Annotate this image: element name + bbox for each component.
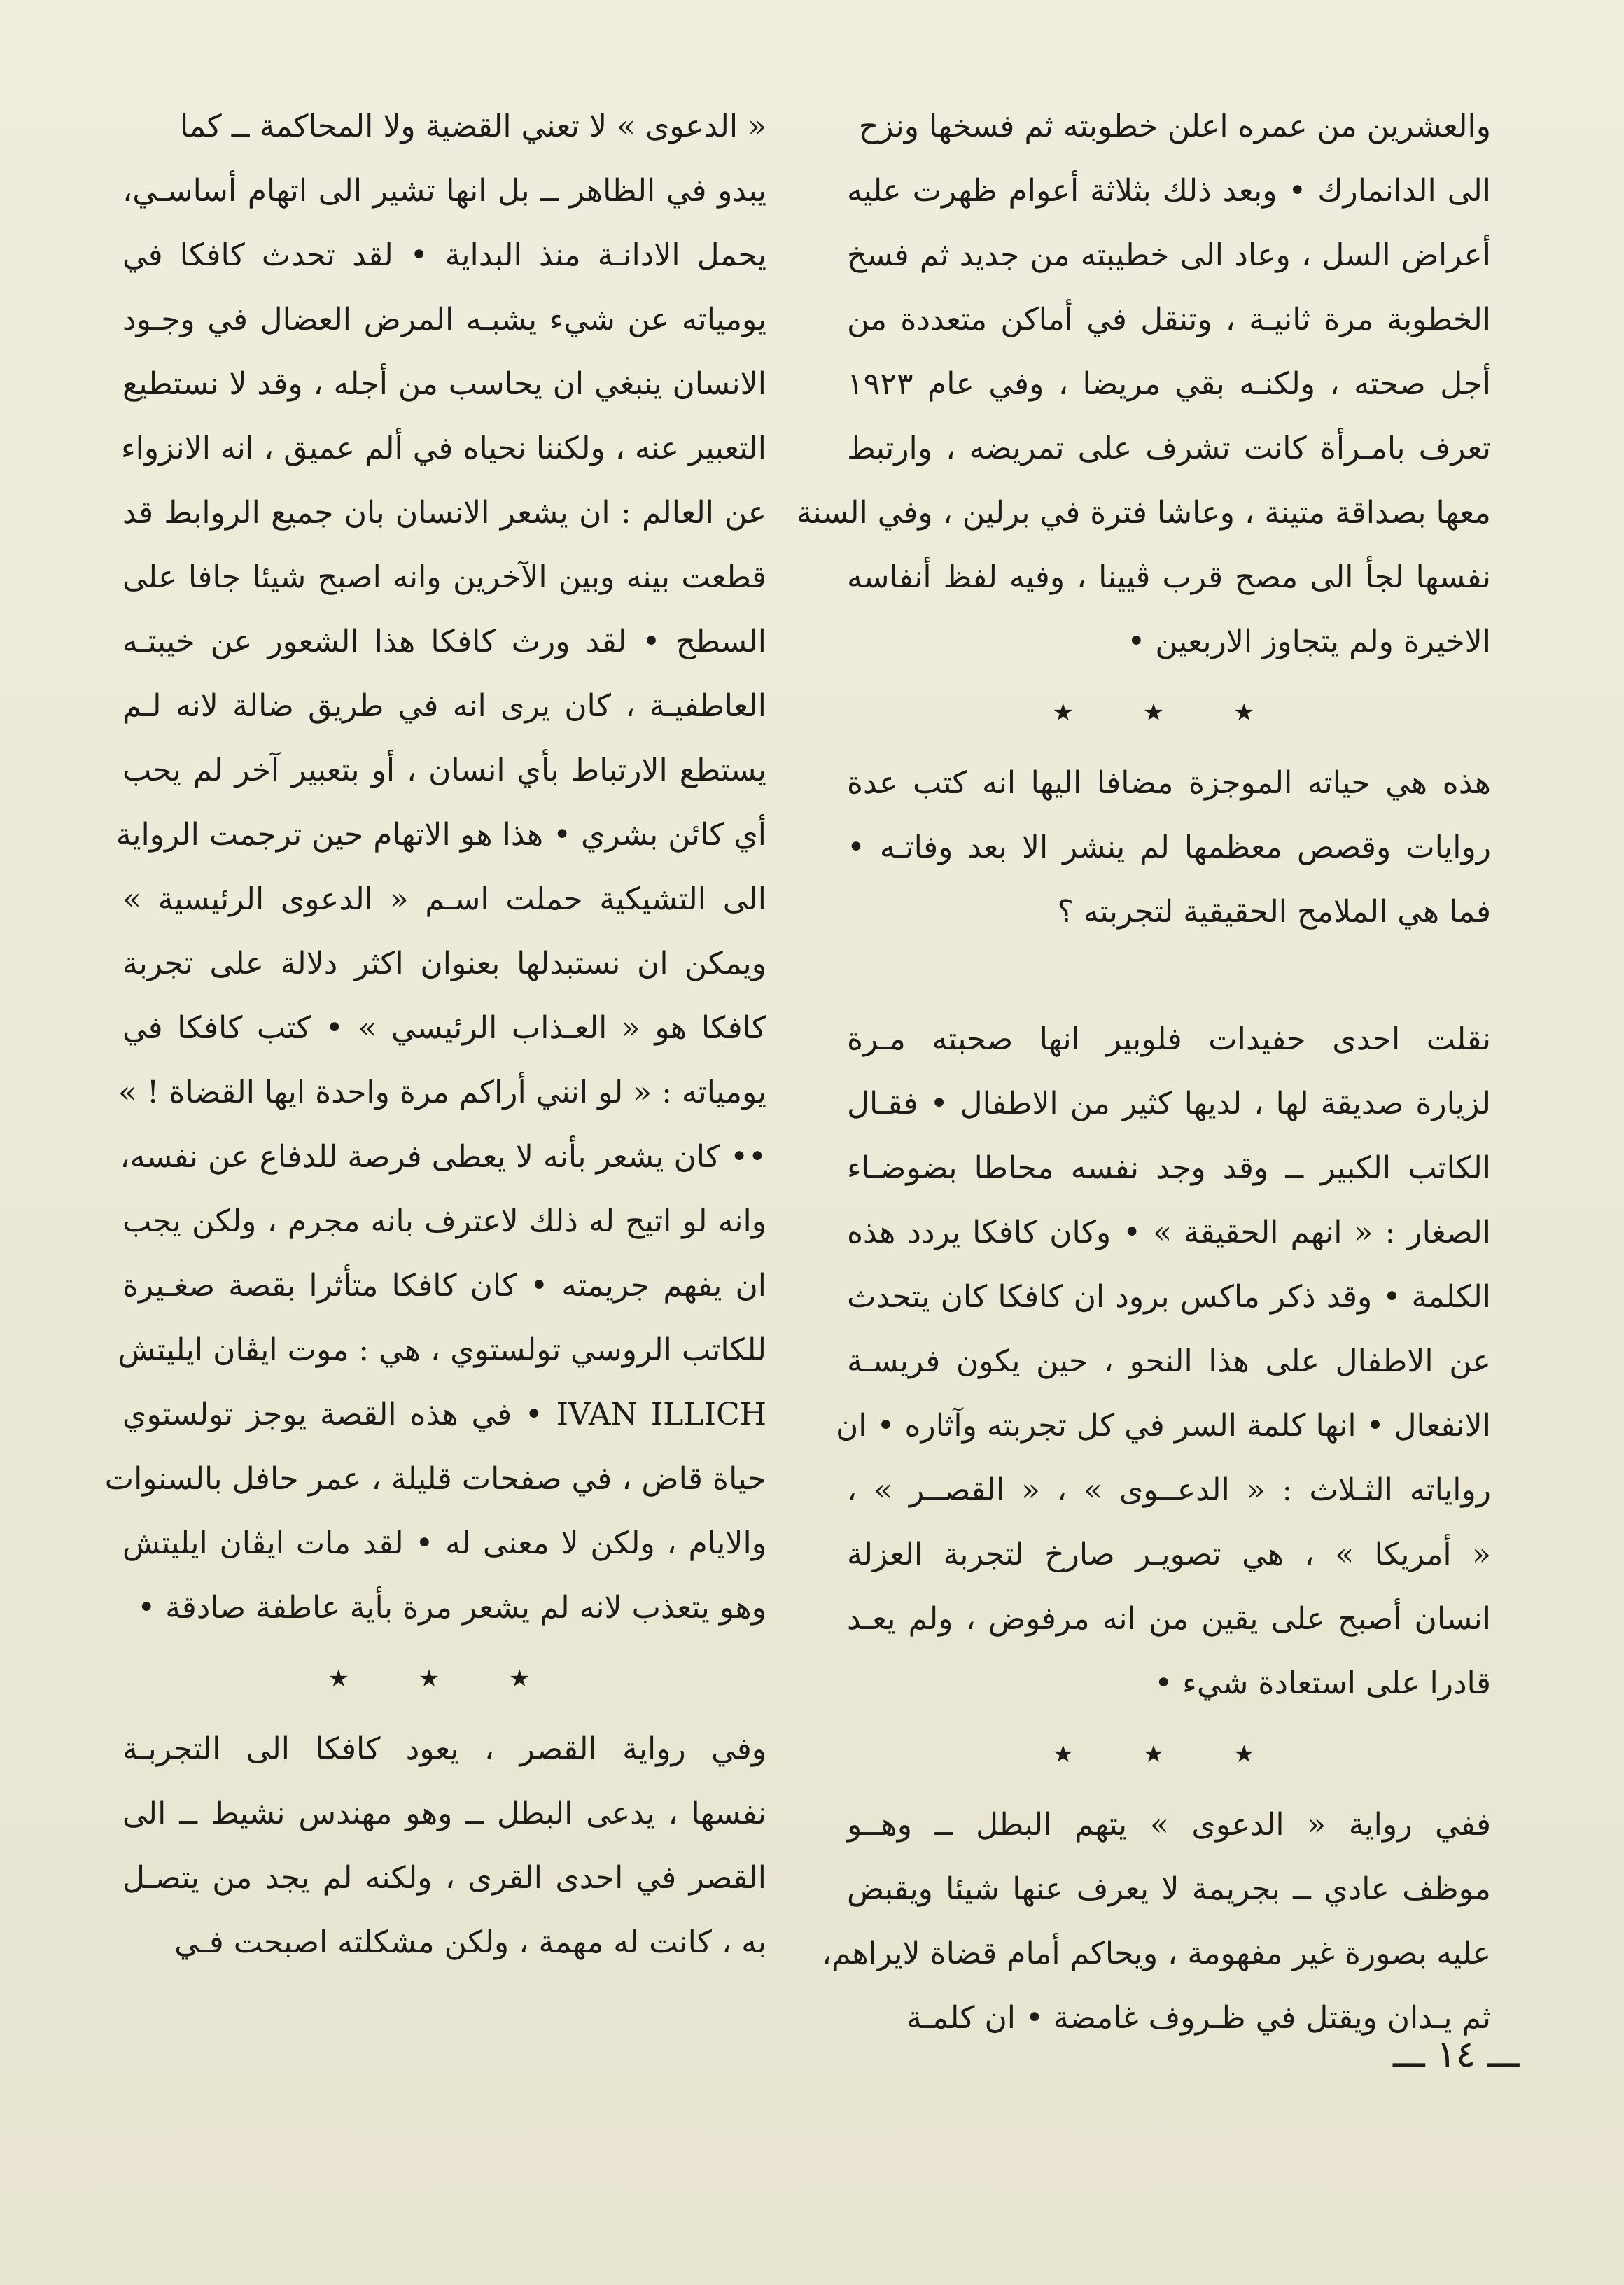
text-line: القصر في احدى القرى ، ولكنه لم يجد من يتصـل [122, 1860, 766, 1896]
text-line: تعرف بامـرأة كانت تشرف على تمريضه ، وارتبط [847, 431, 1491, 466]
text-line: للكاتب الروسي تولستوي ، هي : موت ايڤان ايليتش [118, 1332, 766, 1368]
text-line: يحمل الادانـة منذ البداية • لقد تحدث كافكا في [122, 237, 766, 273]
text-line: الى التشيكية حملت اسـم « الدعوى الرئيسية » [122, 881, 766, 917]
page-number: ـــ ١٤ ـــ [1393, 2034, 1520, 2076]
text-line: الكاتب الكبير ــ وقد وجد نفسه محاطا بضوضـاء [847, 1150, 1491, 1186]
text-line: كافكا هو « العـذاب الرئيسي » • كتب كافكا في [122, 1010, 766, 1046]
text-line: الانفعال • انها كلمة السر في كل تجربته وآثاره • ان [835, 1408, 1491, 1444]
left-column-paragraph [122, 95, 766, 159]
text-line: عليه بصورة غير مفهومة ، ويحاكم أمام قضاة لايراهم، [822, 1936, 1491, 1971]
text-line: الاخيرة ولم يتجاوز الاربعين • [1127, 624, 1491, 659]
text-line: الخطوبة مرة ثانيـة ، وتنقل في أماكن متعددة من [847, 302, 1491, 337]
text-line: معها بصداقة متينة ، وعاشا فترة في برلين ، وفي السنة [796, 495, 1491, 531]
text-line: والايام ، ولكن لا معنى له • لقد مات ايڤان ايليتش [122, 1525, 766, 1561]
text-line: يستطع الارتباط بأي انسان ، أو بتعبير آخر لم يحب [122, 753, 766, 788]
text-line: وهو يتعذب لانه لم يشعر مرة بأية عاطفة صادقة • [137, 1590, 766, 1626]
text-line: به ، كانت له مهمة ، ولكن مشكلته اصبحت فـي [174, 1924, 766, 1960]
text-line: ففي رواية « الدعوى » يتهم البطل ــ وهــو [847, 1807, 1491, 1843]
text-line: روايات وقصص معظمها لم ينشر الا بعد وفاتـه • [847, 830, 1491, 865]
text-line: « أمريكا » ، هي تصويـر صارخ لتجربة العزلة [847, 1537, 1491, 1572]
left-column [104, 95, 767, 1975]
text-line: وانه لو اتيح له ذلك لاعترف بانه مجرم ، ولكن يجب [122, 1203, 766, 1239]
text-line: أي كائن بشري • هذا هو الاتهام حين ترجمت الرواية [115, 817, 766, 853]
text-line: قادرا على استعادة شيء • [1154, 1665, 1491, 1701]
text-line: أجل صحته ، ولكنـه بقي مريضا ، وفي عام ١٩٢٣ [847, 366, 1491, 402]
right-column-paragraph [847, 751, 1491, 944]
text-line: أعراض السل ، وعاد الى خطيبته من جديد ثم فسخ [847, 237, 1491, 273]
text-line: عن العالم : ان يشعر الانسان بان جميع الروابط قد [122, 495, 766, 531]
text-line: موظف عادي ــ بجريمة لا يعرف عنها شيئا ويقبض [847, 1871, 1491, 1907]
text-line: قطعت بينه وبين الآخرين وانه اصبح شيئا جافا على [122, 559, 766, 595]
text-line: عن الاطفال على هذا النحو ، حين يكون فريسـة [847, 1343, 1491, 1379]
text-line: العاطفيـة ، كان يرى انه في طريق ضالة لانه لـم [122, 688, 766, 724]
left-column-paragraph [104, 159, 767, 1640]
text-line: حياة قاض ، في صفحات قليلة ، عمر حافل بالسنوات [104, 1461, 766, 1497]
text-line: يومياته : « لو انني أراكم مرة واحدة ايها القضاة ! » [118, 1075, 766, 1110]
text-line: نقلت احدى حفيدات فلوبير انها صحبته مـرة [847, 1021, 1491, 1057]
text-line: هذه هي حياته الموجزة مضافا اليها انه كتب عدة [847, 765, 1491, 801]
text-line: السطح • لقد ورث كافكا هذا الشعور عن خيبتـه [122, 624, 766, 659]
section-divider-stars: ★ ★ ★ [328, 1665, 561, 1693]
text-line: الانسان ينبغي ان يحاسب من أجله ، وقد لا نستطيع [122, 366, 767, 402]
section-divider-stars: ★ ★ ★ [1052, 699, 1286, 727]
text-line: رواياته الثـلاث : « الدعــوى » ، « القصــر » ، [847, 1472, 1491, 1508]
text-line: وفي رواية القصر ، يعود كافكا الى التجربـة [122, 1731, 766, 1767]
text-line: انسان أصبح على يقين من انه مرفوض ، ولم يعـد [847, 1601, 1491, 1637]
right-column [796, 95, 1491, 2050]
text-line: « الدعوى » لا تعني القضية ولا المحاكمة ــ كما [179, 109, 766, 144]
left-column-paragraph [122, 1717, 766, 1975]
text-line: لزيارة صديقة لها ، لديها كثير من الاطفال • فقـال [847, 1086, 1491, 1121]
text-line: الكلمة • وقد ذكر ماكس برود ان كافكا كان يتحدث [847, 1279, 1491, 1315]
text-line: والعشرين من عمره اعلن خطوبته ثم فسخها ونزح [858, 109, 1491, 144]
text-line: الصغار : « انهم الحقيقة » • وكان كافكا يردد هذه [847, 1215, 1491, 1250]
text-line: ان يفهم جريمته • كان كافكا متأثرا بقصة صغـيرة [122, 1268, 766, 1304]
text-line: IVAN ILLICH • في هذه القصة يوجز تولستوي [122, 1397, 766, 1432]
right-column-paragraph [835, 1007, 1491, 1716]
text-line: فما هي الملامح الحقيقية لتجربته ؟ [1057, 894, 1491, 930]
text-line: التعبير عنه ، ولكننا نحياه في ألم عميق ، انه الانزواء [120, 431, 766, 466]
text-line: ثم يـدان ويقتل في ظـروف غامضة • ان كلمـة [906, 2000, 1491, 2036]
right-column-paragraph [796, 159, 1491, 674]
text-line: يومياته عن شيء يشبـه المرض العضال في وجـود [122, 302, 766, 337]
text-line: ويمكن ان نستبدلها بعنوان اكثر دلالة على تجربة [122, 946, 766, 981]
text-line: نفسها لجأ الى مصح قرب ڤيينا ، وفيه لفظ أنفاسه [847, 559, 1491, 595]
text-line: الى الدانمارك • وبعد ذلك بثلاثة أعوام ظهرت عليه [847, 173, 1491, 209]
text-line: يبدو في الظاهر ــ بل انها تشير الى اتهام أساسـي، [122, 173, 766, 209]
section-divider-stars: ★ ★ ★ [1052, 1740, 1286, 1768]
paragraph-gap [847, 944, 1491, 1007]
text-line: •• كان يشعر بأنه لا يعطى فرصة للدفاع عن نفسه، [120, 1139, 766, 1175]
right-column-paragraph [822, 1793, 1491, 2050]
text-line: نفسها ، يدعى البطل ــ وهو مهندس نشيط ــ الى [122, 1796, 766, 1831]
right-column-paragraph [847, 95, 1491, 159]
